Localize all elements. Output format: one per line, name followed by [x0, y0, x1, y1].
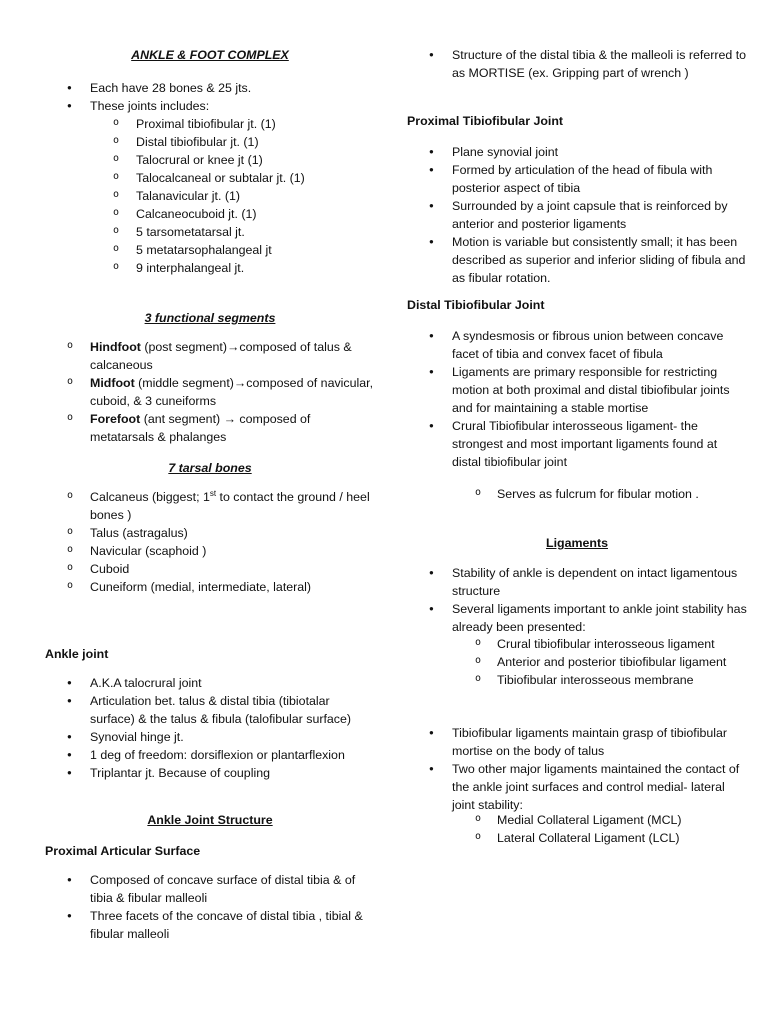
distal-tibiofibular-list: [407, 327, 747, 471]
list-item: ● Three facets of the concave of distal tibia , tibial & fibular malleoli: [45, 907, 375, 943]
list-item: o Navicular (scaphoid ): [45, 542, 375, 560]
list-item: [45, 410, 375, 446]
segment-term: Forefoot: [90, 412, 141, 426]
ligaments-sublist-a: [407, 635, 747, 689]
list-item: o Talocalcaneal or subtalar jt. (1): [45, 169, 375, 187]
page-title: ANKLE & FOOT COMPLEX: [131, 48, 289, 62]
list-item: ● Tibiofibular ligaments maintain grasp of tibiofibular mortise on the body of talus: [407, 724, 747, 760]
list-item: ● Composed of concave surface of distal tibia & of tibia & fibular malleoli: [45, 871, 375, 907]
list-item: o 5 tarsometatarsal jt.: [45, 223, 375, 241]
proximal-surface-list: [45, 871, 375, 943]
list-item: o Talanavicular jt. (1): [45, 187, 375, 205]
list-item: ● Motion is variable but consistently small; it has been described as superior and inferior sliding of fibula and as fibular rotation.: [407, 233, 747, 287]
list-item: o Distal tibiofibular jt. (1): [45, 133, 375, 151]
list-item: ● Stability of ankle is dependent on intact ligamentous structure: [407, 564, 747, 600]
list-item: [45, 488, 375, 524]
tarsal-text: Calcaneus (biggest; 1: [90, 490, 210, 504]
segment-term: Hindfoot: [90, 340, 141, 354]
list-item: o Lateral Collateral Ligament (LCL): [407, 829, 747, 847]
segment-text: (post segment)→composed of talus & calcaneous: [90, 340, 352, 372]
ligaments-list-a: [407, 564, 747, 636]
list-item: ● A syndesmosis or fibrous union between concave facet of tibia and convex facet of fibula: [407, 327, 747, 363]
list-item: [45, 338, 375, 374]
list-item: [45, 374, 375, 410]
ligaments-sublist-b: [407, 811, 747, 847]
list-item: o 9 interphalangeal jt.: [45, 259, 375, 277]
list-item: ● Each have 28 bones & 25 jts.: [45, 79, 375, 97]
list-item: o 5 metatarsophalangeal jt: [45, 241, 375, 259]
ankle-joint-list: [45, 674, 375, 782]
list-item: ● Triplantar jt. Because of coupling: [45, 764, 375, 782]
list-item: ● Synovial hinge jt.: [45, 728, 375, 746]
distal-tibiofibular-sublist: [407, 485, 747, 503]
segments-heading: 3 functional segments: [144, 311, 276, 325]
list-item: ● 1 deg of freedom: dorsiflexion or plantarflexion: [45, 746, 375, 764]
tarsal-heading: 7 tarsal bones: [168, 461, 252, 475]
list-item: o Proximal tibiofibular jt. (1): [45, 115, 375, 133]
list-item: o Talus (astragalus): [45, 524, 375, 542]
list-item: ● Several ligaments important to ankle joint stability has already been presented:: [407, 600, 747, 636]
list-item: ● A.K.A talocrural joint: [45, 674, 375, 692]
segments-list: [45, 338, 375, 446]
ankle-joint-heading: Ankle joint: [45, 647, 109, 661]
segment-text: (middle segment)→composed of navicular, cuboid, & 3 cuneiforms: [90, 376, 374, 408]
proximal-tibiofibular-list: [407, 143, 747, 287]
segment-term: Midfoot: [90, 376, 135, 390]
list-item: ● Structure of the distal tibia & the malleoli is referred to as MORTISE (ex. Gripping part of wrench ): [407, 46, 747, 82]
list-item: ● Crural Tibiofibular interosseous ligament- the strongest and most important ligaments found at distal tibiofibular joint: [407, 417, 747, 471]
list-item: o Talocrural or knee jt (1): [45, 151, 375, 169]
segment-text: (ant segment) → composed of metatarsals & phalanges: [90, 412, 311, 444]
superscript: st: [209, 488, 217, 498]
list-item: ● Articulation bet. talus & distal tibia (tibiotalar surface) & the talus & fibula (talofibular surface): [45, 692, 375, 728]
joints-list: [45, 115, 375, 277]
ligaments-list-b: [407, 724, 747, 814]
mortise-list: [407, 46, 747, 82]
list-item: ● Surrounded by a joint capsule that is reinforced by anterior and posterior ligaments: [407, 197, 747, 233]
proximal-tibiofibular-heading: Proximal Tibiofibular Joint: [407, 114, 564, 128]
tarsal-text: to contact the ground / heel bones ): [90, 490, 370, 522]
list-item: ● Two other major ligaments maintained the contact of the ankle joint surfaces and control medial- lateral joint stability:: [407, 760, 747, 814]
ligaments-heading: Ligaments: [546, 536, 608, 550]
tarsal-list: [45, 488, 375, 596]
intro-list: [45, 79, 375, 115]
list-item: o Serves as fulcrum for fibular motion .: [407, 485, 747, 503]
list-item: o Anterior and posterior tibiofibular ligament: [407, 653, 747, 671]
proximal-surface-heading: Proximal Articular Surface: [45, 844, 201, 858]
distal-tibiofibular-heading: Distal Tibiofibular Joint: [407, 298, 545, 312]
list-item: ● These joints includes:: [45, 97, 375, 115]
list-item: ● Ligaments are primary responsible for restricting motion at both proximal and distal tibiofibular joints and for maintaining a stable mortise: [407, 363, 747, 417]
structure-heading: Ankle Joint Structure: [147, 813, 273, 827]
list-item: o Crural tibiofibular interosseous ligament: [407, 635, 747, 653]
list-item: o Calcaneocuboid jt. (1): [45, 205, 375, 223]
list-item: o Cuboid: [45, 560, 375, 578]
list-item: ● Plane synovial joint: [407, 143, 747, 161]
list-item: o Cuneiform (medial, intermediate, lateral): [45, 578, 375, 596]
list-item: o Medial Collateral Ligament (MCL): [407, 811, 747, 829]
list-item: o Tibiofibular interosseous membrane: [407, 671, 747, 689]
list-item: ● Formed by articulation of the head of fibula with posterior aspect of tibia: [407, 161, 747, 197]
